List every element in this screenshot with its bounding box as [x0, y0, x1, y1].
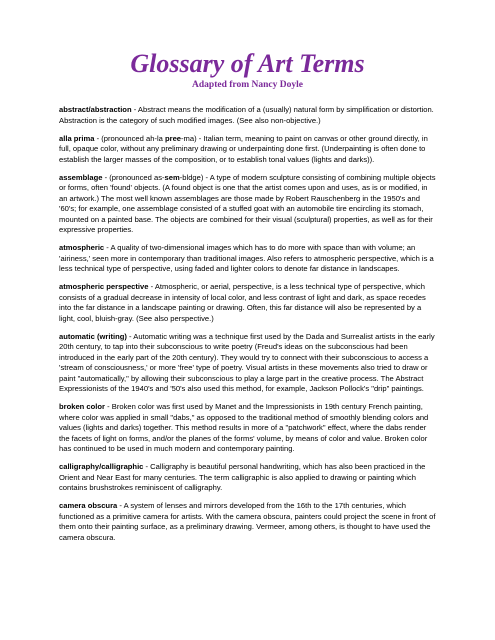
entry-pronunciation-post: -bldge) [179, 172, 204, 182]
entry-definition: - Atmospheric, or aerial, perspective, is a less technical type of perspective, which consists of a gradual decrease in intensity of local color, and less contrast of light and dark, as space recedes into the far distance in a landscape painting or drawing. Often, this far distance will also be represented by a light, cool, bluish-gray. (See also perspective.) [59, 282, 426, 323]
glossary-entry-atmospheric [59, 243, 436, 275]
entry-definition: - A quality of two-dimensional images which has to do more with space than with volume; an 'airiness,' seen more in contemporary than traditional images. Also refers to atmospheric perspective, which is a less technical type of perspective, using faded and lighter colors to denote far distance in landscapes. [59, 243, 434, 273]
page-subtitle: Adapted from Nancy Doyle [192, 80, 303, 90]
glossary-entry-automatic-writing [59, 332, 436, 395]
entry-term: broken color [59, 402, 105, 411]
entry-term: calligraphy/calligraphic [59, 462, 144, 471]
glossary-list [59, 105, 436, 543]
glossary-entry-abstract [59, 105, 436, 126]
entry-pronunciation-pre: - (pronounced as- [102, 172, 165, 182]
entry-definition: - Broken color was first used by Manet and the Impressionists in 19th century French painting, where color was applied in small "dabs," as opposed to the traditional method of smoothly blending colors and values (lights and darks) together. This method results in more of a "patchwork" effect, where the dabs render the facets of light on forms, and/or the planes of the forms' volume, by means of color and value. Broken color has continued to be used in much modern and contemporary painting. [59, 402, 429, 453]
entry-definition: - Automatic writing was a technique first used by the Dada and Surrealist artists in the early 20th century, to tap into their subconscious to write poetry (Freud's ideas on the subconscious had been introduced in the early part of the 20th century). They would try to connect with their subconscious to access a 'stream of consciousness,' or more 'free' type of poetry. Visual artists in these movements also tried to draw or paint "automatically," by allowing their subconscious to play a large part in the creative process. The Abstract Expressionists of the 1940's and '50's also used this method, for example, Jackson Pollock's "drip" paintings. [59, 331, 435, 393]
entry-pronunciation-stress: pree [164, 133, 182, 143]
glossary-entry-assemblage [59, 173, 436, 236]
entry-term: assemblage [59, 172, 103, 182]
glossary-entry-alla-prima [59, 134, 436, 166]
entry-pronunciation-post: -ma) [181, 133, 197, 143]
entry-definition: - A system of lenses and mirrors developed from the 16th to the 17th centuries, which functioned as a primitive camera for artists. With the camera obscura, painters could project the scene in front of them onto their painting surface, as a preliminary drawing. Vermeer, among others, is thought to have used the camera obscura. [59, 501, 436, 542]
entry-definition: - Abstract means the modification of a (usually) natural form by simplification or distortion. Abstraction is the category of such modified images. (See also non-objective.) [59, 105, 434, 125]
entry-definition: - Italian term, meaning to paint on canvas or other ground directly, in full, opaque color, without any preliminary drawing or underpainting done first. (Underpainting is often done to establish the larger masses of the composition, or to establish tonal values (lights and darks)). [59, 133, 428, 164]
glossary-entry-calligraphy [59, 462, 436, 494]
entry-definition: - A type of modern sculpture consisting of combining multiple objects or forms, often 'found' objects. (A found object is one that the artist comes upon and uses, as is or modified, in an artwork.) The most well known assemblages are those made by Robert Rauschenberg in the 1950's and '60's; for example, one assemblage consisted of a stuffed goat with an automobile tire encircling its stomach, mounted on a painted base. The objects are combined for their visual (sculptural) properties, as well as for their expressive properties. [59, 172, 436, 234]
entry-term: automatic (writing) [59, 331, 127, 341]
entry-pronunciation-pre: - (pronounced ah-la [94, 133, 165, 143]
glossary-entry-camera-obscura [59, 501, 436, 543]
entry-definition: - Calligraphy is beautiful personal handwriting, which has also been practiced in the Orient and Near East for many centuries. The term calligraphic is also applied to drawing or painting which contains brushstrokes reminiscent of calligraphy. [59, 462, 426, 492]
entry-term: abstract/abstraction [59, 105, 132, 114]
entry-term: atmospheric perspective [59, 282, 149, 291]
page-title: Glossary of Art Terms [130, 49, 365, 78]
entry-term: atmospheric [59, 243, 105, 252]
glossary-entry-broken-color [59, 402, 436, 455]
entry-term: alla prima [59, 133, 95, 143]
entry-pronunciation-stress: sem [164, 172, 180, 182]
glossary-entry-atmospheric-perspective [59, 282, 436, 324]
entry-term: camera obscura [59, 501, 118, 510]
